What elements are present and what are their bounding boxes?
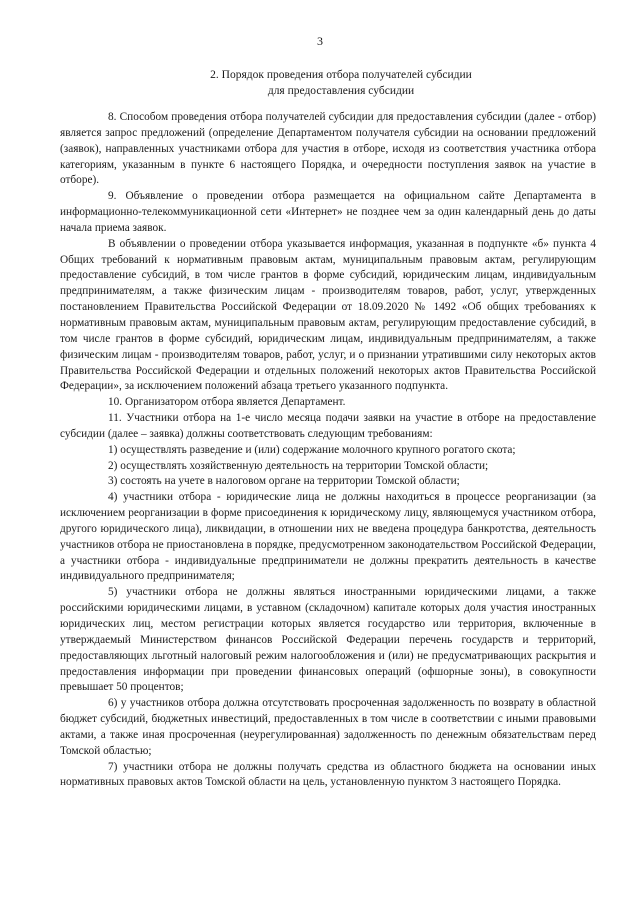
section-heading (60, 67, 622, 99)
section-heading-line-2: для предоставления субсидии (267, 85, 415, 97)
paragraph-clause-8: 8. Способом проведения отбора получателей субсидии для предоставления субсидии (далее - отбор) является запрос предложений (определение Департаментом получателя субсидии на основании предложений (заявок), направленных участниками отбора для участия в отборе, исходя из соответствия участника отбора категориям, указанным в пункте 6 настоящего Порядка, и очередности поступления заявок на участие в отборе). (60, 111, 596, 187)
paragraph-clause-10: 10. Организатором отбора является Департамент. (108, 396, 346, 409)
requirement-item-3: 3) состоять на учете в налоговом органе на территории Томской области; (108, 475, 460, 488)
requirement-item-6: 6) у участников отбора должна отсутствовать просроченная задолженность по возврату в областной бюджет субсидий, бюджетных инвестиций, предоставленных в том числе в соответствии с иными правовыми актами, а также иная просроченная (неурегулированная) задолженность по денежным обязательствам перед Томской областью; (60, 697, 596, 757)
requirement-item-1: 1) осуществлять разведение и (или) содержание молочного крупного рогатого скота; (108, 443, 516, 456)
requirement-item-5: 5) участники отбора не должны являться иностранными юридическими лицами, а также российскими юридическими лицами, в уставном (складочном) капитале которых доля участия иностранных юридических лиц, местом регистрации которых является государство или территория, включенные в утверждаемый Министерством финансов Российской Федерации перечень государств и территорий, предоставляющих льготный налоговый режим налогообложения и (или) не предусматривающих раскрытия и предоставления информации при проведении финансовых операций (офшорные зоны), в совокупности превышает 50 процентов; (60, 586, 596, 694)
paragraph-clause-11: 11. Участники отбора на 1-е число месяца подачи заявки на участие в отборе на предоставление субсидии (далее – заявка) должны соответствовать следующим требованиям: (60, 412, 596, 440)
page-number: 3 (317, 34, 323, 48)
requirement-item-4: 4) участники отбора - юридические лица не должны находиться в процессе реорганизации (за исключением реорганизации в форме присоединения к юридическому лицу, являющемуся участником отбора, другого юридического лица), ликвидации, в отношении них не введена процедура банкротства, деятельность участников отбора не приостановлена в порядке, предусмотренном законодательством Российской Федерации, а участники отбора - индивидуальные предприниматели не должны прекратить деятельность в качестве индивидуального предпринимателя; (60, 491, 596, 583)
section-heading-line-1: 2. Порядок проведения отбора получателей субсидии (210, 69, 472, 81)
document-body (60, 110, 596, 791)
paragraph-clause-9: 9. Объявление о проведении отбора размещается на официальном сайте Департамента в информационно-телекоммуникационной сети «Интернет» не позднее чем за один календарный день до даты начала приема заявок. (60, 190, 596, 234)
requirement-item-7: 7) участники отбора не должны получать средства из областного бюджета на основании иных нормативных правовых актов Томской области на цель, установленную пунктом 3 настоящего Порядка. (60, 760, 596, 789)
requirement-item-2: 2) осуществлять хозяйственную деятельность на территории Томской области; (108, 459, 489, 472)
paragraph-announcement-info: В объявлении о проведении отбора указывается информация, указанная в подпункте «б» пункта 4 Общих требований к нормативным правовым актам, муниципальным правовым актам, регулирующим предоставление субсидий, в том числе грантов в форме субсидий, юридическим лицам, индивидуальным предпринимателям, а также физическим лицам - производителям товаров, работ, услуг, утвержденных постановлением Правительства Российской Федерации от 18.09.2020 № 1492 «Об общих требованиях к нормативным правовым актам, муниципальным правовым актам, регулирующим предоставление субсидий, в том числе грантов в форме субсидий, юридическим лицам, индивидуальным предпринимателям, а также физическим лицам - производителям товаров, работ, услуг, и о признании утратившими силу некоторых актов Правительства Российской Федерации и отдельных положений некоторых актов Правительства Российской Федерации», за исключением положений абзаца третьего указанного подпункта. (60, 237, 596, 393)
